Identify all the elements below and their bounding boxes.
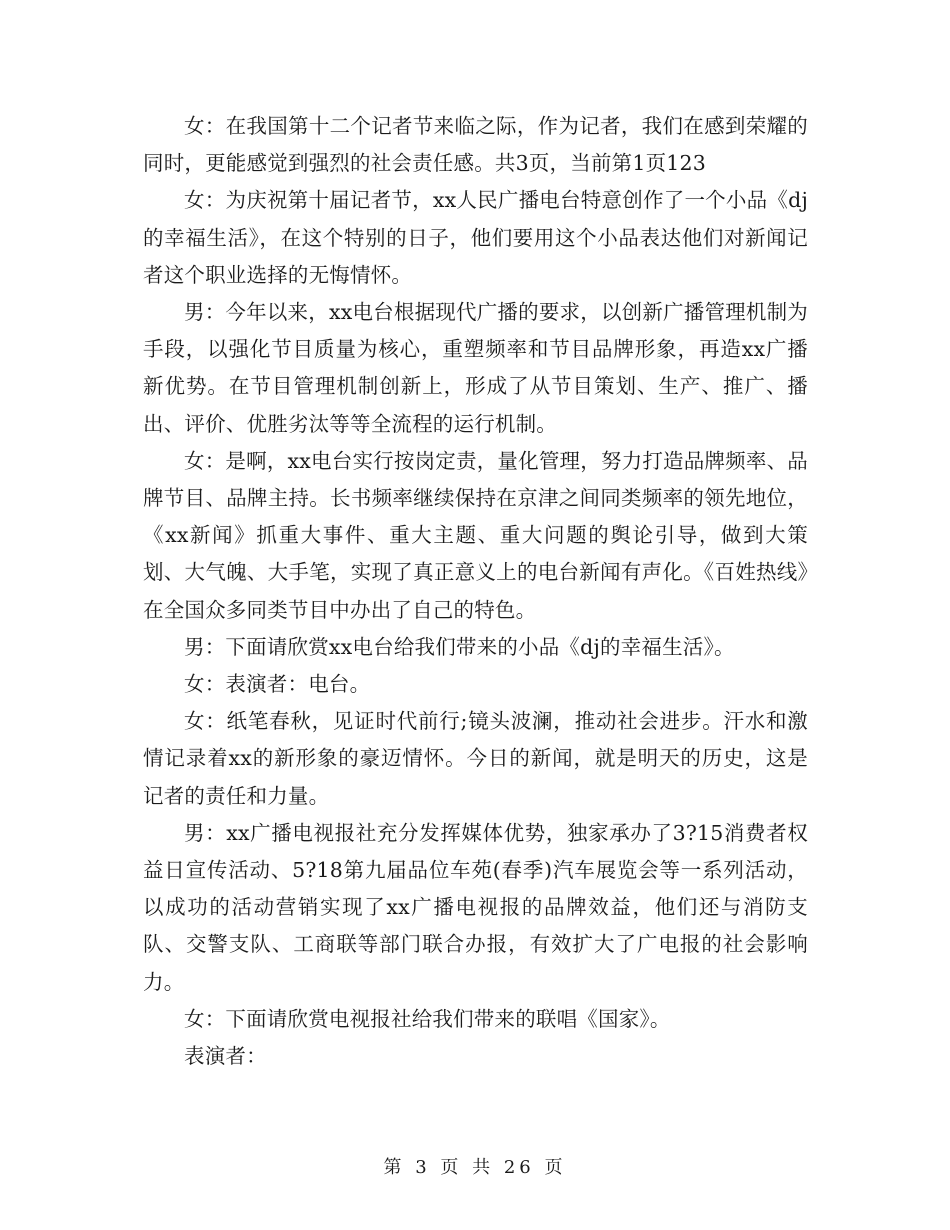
paragraph-8: 男：xx广播电视报社充分发挥媒体优势，独家承办了3?15消费者权益日宣传活动、5?18第九届品位车苑(春季)汽车展览会等一系列活动，以成功的活动营销实现了xx广播电视报的品牌效益，他们还与消防支队、交警支队、工商联等部门联合办报，有效扩大了广电报的社会影响力。: [143, 820, 808, 994]
paragraph-3: 男：今年以来，xx电台根据现代广播的要求，以创新广播管理机制为手段，以强化节目质量为核心，重塑频率和节目品牌形象，再造xx广播新优势。在节目管理机制创新上，形成了从节目策划、生产、推广、播出、评价、优胜劣汰等等全流程的运行机制。: [143, 300, 808, 436]
page-footer: 第 3 页 共 26 页: [383, 1157, 567, 1178]
paragraph-4: 女：是啊，xx电台实行按岗定责，量化管理，努力打造品牌频率、品牌节目、品牌主持。长书频率继续保持在京津之间同类频率的领先地位，《xx新闻》抓重大事件、重大主题、重大问题的舆论引导，做到大策划、大气魄、大手笔，实现了真正意义上的电台新闻有声化。《百姓热线》在全国众多同类节目中办出了自己的特色。: [143, 448, 808, 622]
paragraph-5: 男：下面请欣赏xx电台给我们带来的小品《dj的幸福生活》。: [184, 634, 735, 659]
paragraph-10: 表演者：: [184, 1044, 267, 1069]
paragraph-7: 女：纸笔春秋，见证时代前行;镜头波澜，推动社会进步。汗水和激情记录着xx的新形象的豪迈情怀。今日的新闻，就是明天的历史，这是记者的责任和力量。: [143, 709, 808, 808]
paragraph-6: 女：表演者：电台。: [184, 672, 371, 697]
paragraph-9: 女：下面请欣赏电视报社给我们带来的联唱《国家》。: [184, 1006, 671, 1031]
paragraph-2: 女：为庆祝第十届记者节，xx人民广播电台特意创作了一个小品《dj的幸福生活》，在这个特别的日子，他们要用这个小品表达他们对新闻记者这个职业选择的无悔情怀。: [143, 188, 808, 287]
document-body: [143, 108, 808, 1075]
paragraph-1: 女：在我国第十二个记者节来临之际，作为记者，我们在感到荣耀的同时，更能感觉到强烈的社会责任感。共3页，当前第1页123: [143, 114, 808, 176]
